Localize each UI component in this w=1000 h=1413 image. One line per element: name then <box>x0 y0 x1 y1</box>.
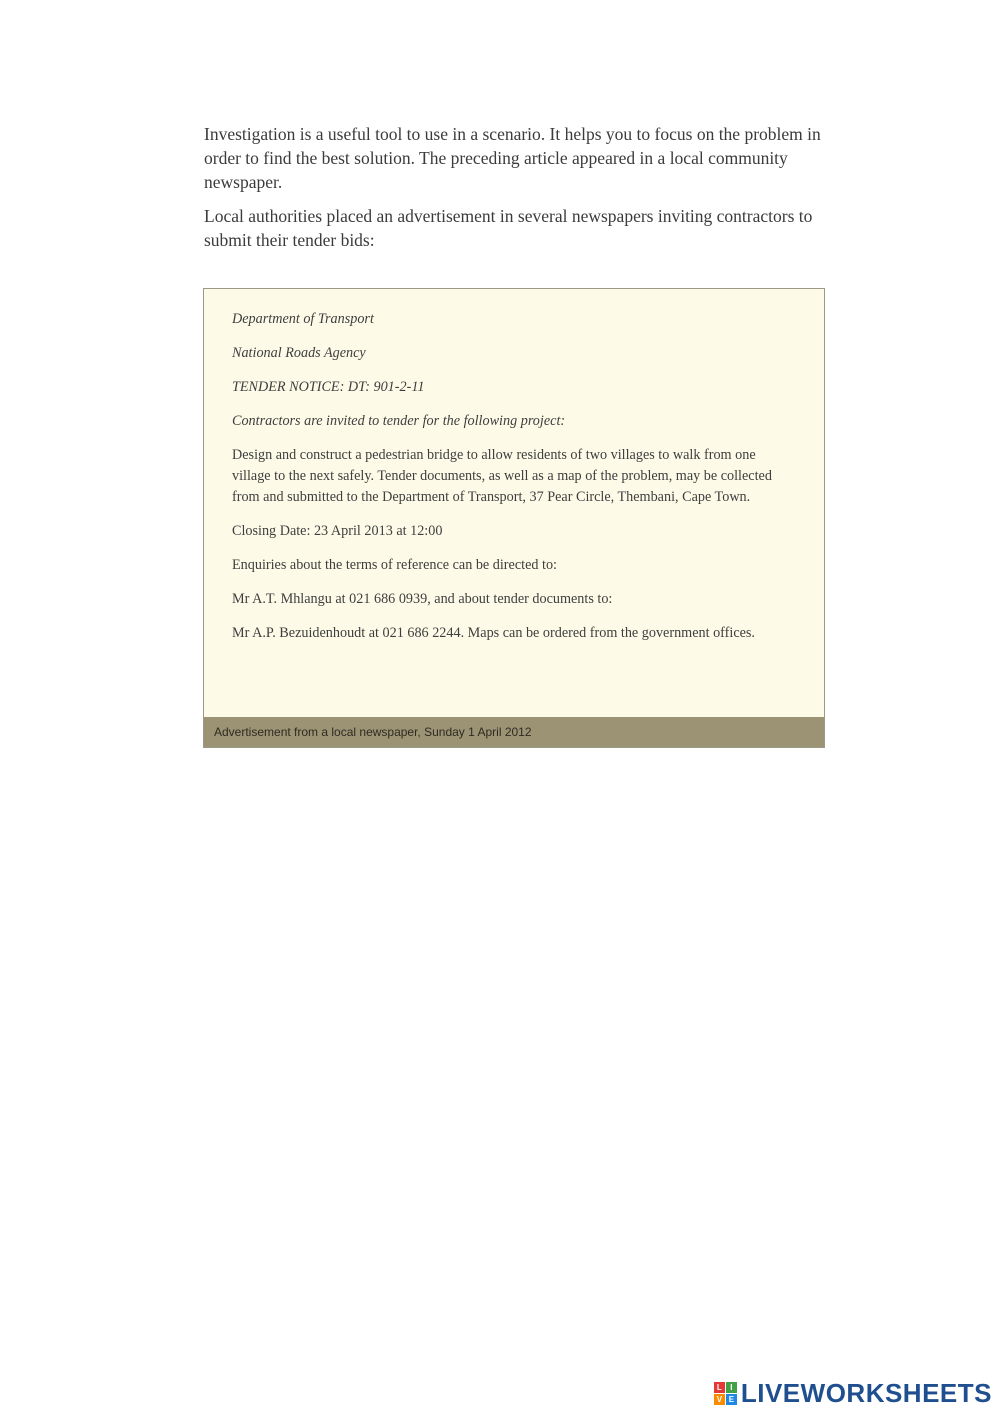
liveworksheets-brand <box>714 1378 992 1408</box>
tender-notice-number: TENDER NOTICE: DT: 901-2-11 <box>232 379 425 395</box>
department-name: Department of Transport <box>232 311 374 327</box>
logo-tile: E <box>726 1394 737 1405</box>
contact-mhlangu: Mr A.T. Mhlangu at 021 686 0939, and about tender documents to: <box>232 591 613 607</box>
liveworksheets-logo-icon <box>714 1382 737 1405</box>
logo-tile: L <box>714 1382 725 1393</box>
intro-paragraph-1: Investigation is a useful tool to use in a scenario. It helps you to focus on the problem in order to find the best solution. The preceding article appeared in a local community newspaper. <box>204 124 821 192</box>
intro-text <box>204 122 834 262</box>
tender-advertisement <box>203 288 825 748</box>
invitation-line: Contractors are invited to tender for the following project: <box>232 413 566 429</box>
agency-name: National Roads Agency <box>232 345 366 361</box>
brand-name: LIVEWORKSHEETS <box>740 1377 992 1408</box>
enquiries-line: Enquiries about the terms of reference can be directed to: <box>232 557 557 573</box>
closing-date: Closing Date: 23 April 2013 at 12:00 <box>232 523 443 539</box>
project-description: Design and construct a pedestrian bridge to allow residents of two villages to walk from one village to the next safely. Tender documents, as well as a map of the problem, may be collected from and submitted to the Department of Transport, 37 Pear Circle, Thembani, Cape Town. <box>232 447 772 505</box>
logo-tile: I <box>726 1382 737 1393</box>
advertisement-body <box>232 309 792 657</box>
intro-paragraph-2: Local authorities placed an advertisement in several newspapers inviting contractors to submit their tender bids: <box>204 206 813 250</box>
advertisement-caption: Advertisement from a local newspaper, Sunday 1 April 2012 <box>204 717 824 747</box>
contact-bezuidenhoudt: Mr A.P. Bezuidenhoudt at 021 686 2244. Maps can be ordered from the government offices. <box>232 625 755 641</box>
logo-tile: V <box>714 1394 725 1405</box>
